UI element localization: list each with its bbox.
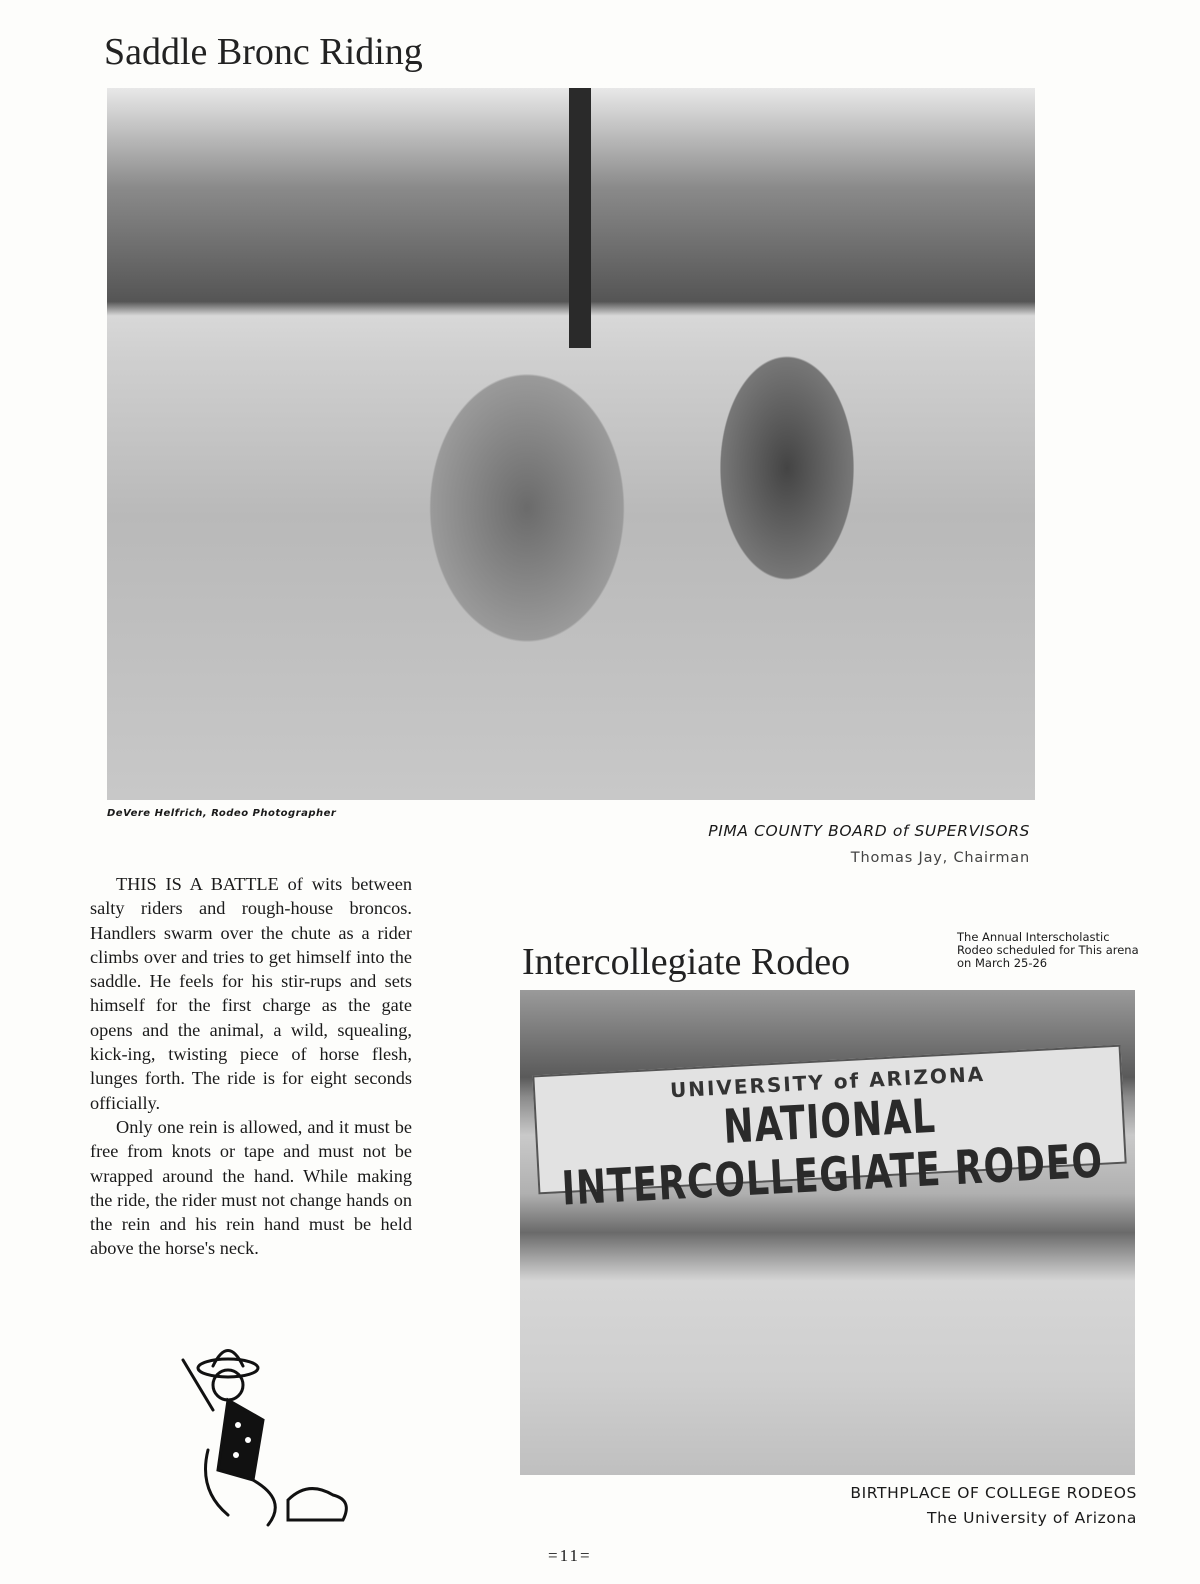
section-title: Intercollegiate Rodeo [522, 941, 851, 983]
pole [569, 88, 591, 348]
interscholastic-note: The Annual Interscholastic Rodeo scheduled for This arena on March 25-26 [957, 930, 1139, 970]
paragraph-1-text: of wits between salty riders and rough-house broncos. Handlers swarm over the chute as a rider climbs over and tries to get himself into the saddle. He feels for his stir-rups and sets himself for the first charge as the gate opens and the animal, a wild, squealing, kick-ing, twisting piece of horse flesh, lunges forth. The ride is for eight seconds officially. [90, 874, 412, 1113]
banner-main-text: NATIONAL INTERCOLLEGIATE RODEO [560, 1090, 1105, 1217]
body-text [90, 872, 412, 1261]
paragraph-1 [90, 872, 412, 1115]
photo-subcaption: The University of Arizona [927, 1509, 1137, 1527]
paragraph-2: Only one rein is allowed, and it must be free from knots or tape and must not be wrapped around the hand. While making the ride, the rider must not change hands on the rein and his rein hand must be held above the horse's neck. [90, 1116, 412, 1259]
sponsor-name: PIMA COUNTY BOARD of SUPERVISORS [708, 822, 1030, 840]
photo-caption: BIRTHPLACE OF COLLEGE RODEOS [850, 1484, 1137, 1502]
cowboy-cartoon-icon [168, 1330, 368, 1530]
page-title: Saddle Bronc Riding [104, 31, 423, 73]
saddle-bronc-photo [107, 88, 1035, 800]
banner-top-text: UNIVERSITY of ARIZONA [669, 1061, 986, 1103]
page-number: =11= [548, 1546, 592, 1565]
photo-credit: DeVere Helfrich, Rodeo Photographer [107, 808, 337, 819]
lead-in: THIS IS A BATTLE [116, 874, 279, 894]
intercollegiate-rodeo-photo [520, 990, 1135, 1475]
sponsor-chair: Thomas Jay, Chairman [850, 850, 1030, 866]
rodeo-banner [532, 1045, 1126, 1217]
